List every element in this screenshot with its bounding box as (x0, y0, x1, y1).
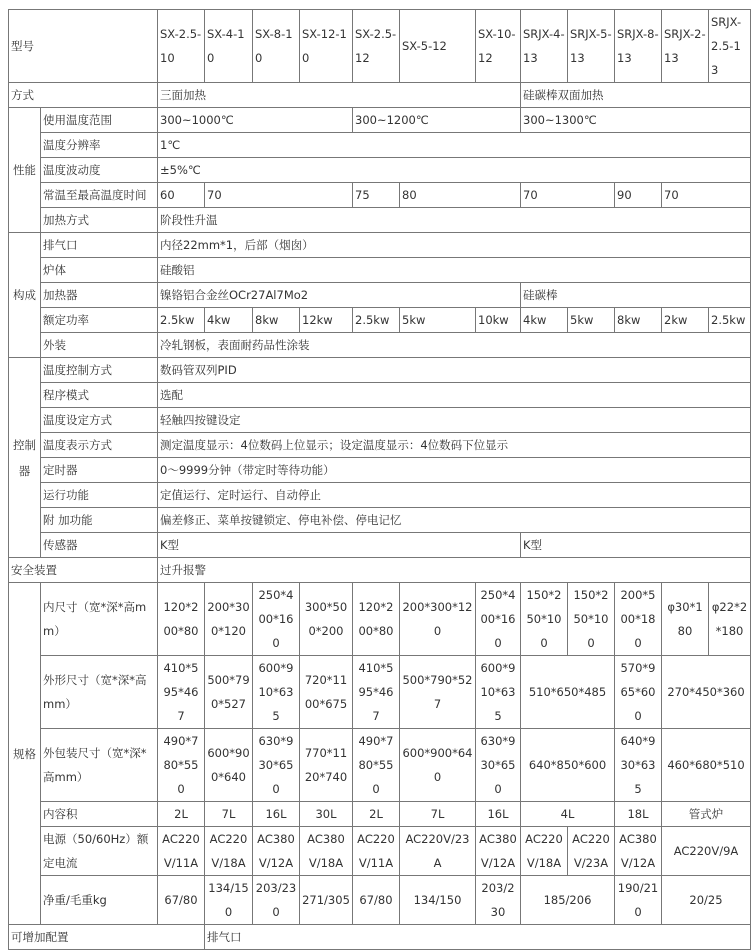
table-row (9, 183, 751, 208)
row-label: 加热器 (41, 283, 158, 308)
row-value: AC380V/12A (615, 827, 662, 876)
row-value: AC220V/11A (158, 827, 205, 876)
row-label: 内尺寸（宽*深*高mm） (41, 583, 158, 656)
row-value: 过升报警 (158, 558, 751, 583)
table-row (9, 283, 751, 308)
row-value: 190/210 (615, 876, 662, 925)
table-row (9, 656, 751, 729)
model-name: SX-5-12 (400, 10, 476, 83)
row-label: 温度分辨率 (41, 133, 158, 158)
row-label: 附 加功能 (41, 508, 158, 533)
model-name: SX-12-10 (300, 10, 353, 83)
row-value: 203/230 (253, 876, 300, 925)
row-label: 净重/毛重kg (41, 876, 158, 925)
row-value: 16L (253, 802, 300, 827)
row-value: 定值运行、定时运行、自动停止 (158, 483, 751, 508)
row-value: φ22*2*180 (709, 583, 751, 656)
row-label: 排气口 (41, 233, 158, 258)
row-value: 选配 (158, 383, 751, 408)
row-value: 630*930*650 (253, 729, 300, 802)
row-value: 内径22mm*1，后部（烟囱） (158, 233, 751, 258)
row-value: 410*595*467 (158, 656, 205, 729)
row-value: AC220V/18A (205, 827, 253, 876)
row-label: 定时器 (41, 458, 158, 483)
row-value: 640*850*600 (521, 729, 615, 802)
table-row (9, 108, 751, 133)
row-value: 管式炉 (662, 802, 751, 827)
row-value: 2L (158, 802, 205, 827)
table-row (9, 508, 751, 533)
row-value: 460*680*510 (662, 729, 751, 802)
row-value: 200*300*120 (400, 583, 476, 656)
row-value: 500*790*527 (400, 656, 476, 729)
row-label: 电源（50/60Hz）额定电流 (41, 827, 158, 876)
row-value: AC380V/12A (476, 827, 521, 876)
header-row (9, 10, 751, 83)
row-value: 570*965*600 (615, 656, 662, 729)
row-value: 75 (353, 183, 400, 208)
row-label: 外形尺寸（宽*深*高mm） (41, 656, 158, 729)
row-value: AC220V/18A (521, 827, 568, 876)
row-value: 5kw (568, 308, 615, 333)
table-row (9, 158, 751, 183)
row-label: 外包装尺寸（宽*深*高mm） (41, 729, 158, 802)
model-name: SRJX-5-13 (568, 10, 615, 83)
row-label: 炉体 (41, 258, 158, 283)
row-value: 600*900*640 (400, 729, 476, 802)
row-value: 600*910*635 (476, 656, 521, 729)
row-value: 300~1200℃ (353, 108, 521, 133)
model-name: SRJX-4-13 (521, 10, 568, 83)
model-name: SX-8-10 (253, 10, 300, 83)
row-value: 5kw (400, 308, 476, 333)
row-value: 阶段性升温 (158, 208, 751, 233)
row-value: 490*780*550 (353, 729, 400, 802)
row-value: 镍铬铝合金丝OCr27Al7Mo2 (158, 283, 521, 308)
row-label: 温度表示方式 (41, 433, 158, 458)
table-row (9, 258, 751, 283)
row-value: ±5%℃ (158, 158, 751, 183)
row-value: 720*1100*675 (300, 656, 353, 729)
row-value: 640*930*635 (615, 729, 662, 802)
row-value: 120*200*80 (353, 583, 400, 656)
table-row (9, 802, 751, 827)
row-value: 300~1300℃ (521, 108, 751, 133)
row-value: 4L (521, 802, 615, 827)
table-row (9, 876, 751, 925)
row-label: 使用温度范围 (41, 108, 158, 133)
model-name: SX-10-12 (476, 10, 521, 83)
row-value: 30L (300, 802, 353, 827)
row-value: 8kw (253, 308, 300, 333)
row-value: 70 (662, 183, 751, 208)
row-value: 203/230 (476, 876, 521, 925)
row-value: 600*910*635 (253, 656, 300, 729)
row-value: K型 (158, 533, 521, 558)
row-label: 传感器 (41, 533, 158, 558)
row-label: 可增加配置 (9, 925, 205, 950)
row-value: 2kw (662, 308, 709, 333)
row-value: 185/206 (521, 876, 615, 925)
row-value: 偏差修正、菜单按键锁定、停电补偿、停电记忆 (158, 508, 751, 533)
row-value: 2.5kw (158, 308, 205, 333)
row-label: 温度控制方式 (41, 358, 158, 383)
table-row (9, 208, 751, 233)
table-row (9, 333, 751, 358)
row-value: 270*450*360 (662, 656, 751, 729)
row-value: 2.5kw (353, 308, 400, 333)
row-value: 770*1120*740 (300, 729, 353, 802)
row-value: 500*790*527 (205, 656, 253, 729)
row-label: 安全装置 (9, 558, 158, 583)
group-label: 构成 (9, 233, 41, 358)
row-value: 250*400*160 (253, 583, 300, 656)
table-row (9, 308, 751, 333)
row-value: 630*930*650 (476, 729, 521, 802)
row-label: 温度波动度 (41, 158, 158, 183)
row-value: 0～9999分钟（带定时等待功能） (158, 458, 751, 483)
model-name: SX-2.5-12 (353, 10, 400, 83)
row-value: 70 (521, 183, 615, 208)
table-row (9, 729, 751, 802)
table-row (9, 408, 751, 433)
model-name: SRJX-8-13 (615, 10, 662, 83)
row-value: 1℃ (158, 133, 751, 158)
row-value: 60 (158, 183, 205, 208)
row-value: 2L (353, 802, 400, 827)
row-value: 4kw (521, 308, 568, 333)
table-row (9, 827, 751, 876)
row-label: 温度设定方式 (41, 408, 158, 433)
row-value: AC380V/18A (300, 827, 353, 876)
row-value: 67/80 (353, 876, 400, 925)
table-row (9, 925, 751, 950)
row-value: 4kw (205, 308, 253, 333)
row-value: 16L (476, 802, 521, 827)
row-value: 200*500*180 (615, 583, 662, 656)
row-value: K型 (521, 533, 751, 558)
model-name: SRJX-2-13 (662, 10, 709, 83)
row-value: 490*780*550 (158, 729, 205, 802)
table-row (9, 383, 751, 408)
row-label: 常温至最高温度时间 (41, 183, 158, 208)
row-label: 运行功能 (41, 483, 158, 508)
row-value: 90 (615, 183, 662, 208)
row-label: 加热方式 (41, 208, 158, 233)
table-row (9, 433, 751, 458)
row-value: φ30*180 (662, 583, 709, 656)
row-value: 排气口 (205, 925, 751, 950)
row-value: 600*900*640 (205, 729, 253, 802)
row-label: 额定功率 (41, 308, 158, 333)
row-value: 150*250*100 (568, 583, 615, 656)
row-value: 134/150 (205, 876, 253, 925)
row-value: AC220V/23A (568, 827, 615, 876)
row-value: 67/80 (158, 876, 205, 925)
row-value: 硅碳棒 (521, 283, 751, 308)
row-value: AC220V/11A (353, 827, 400, 876)
row-value: 134/150 (400, 876, 476, 925)
row-value: 冷轧钢板，表面耐药品性涂装 (158, 333, 751, 358)
row-value: 数码管双列PID (158, 358, 751, 383)
row-value: AC380V/12A (253, 827, 300, 876)
group-label: 性能 (9, 108, 41, 233)
table-row (9, 483, 751, 508)
row-value: 120*200*80 (158, 583, 205, 656)
row-label: 内容积 (41, 802, 158, 827)
row-value: AC220V/23A (400, 827, 476, 876)
table-row (9, 83, 751, 108)
group-label: 控制器 (9, 358, 41, 558)
table-row (9, 583, 751, 656)
row-value: 300~1000℃ (158, 108, 353, 133)
row-value: 80 (400, 183, 521, 208)
model-name: SRJX-2.5-13 (709, 10, 751, 83)
row-value: 271/305 (300, 876, 353, 925)
row-value: 70 (205, 183, 353, 208)
row-label: 程序模式 (41, 383, 158, 408)
group-label: 规格 (9, 583, 41, 925)
row-value: 硅碳棒双面加热 (521, 83, 751, 108)
row-value: 510*650*485 (521, 656, 615, 729)
table-row (9, 233, 751, 258)
table-row (9, 458, 751, 483)
table-row (9, 558, 751, 583)
row-value: 7L (400, 802, 476, 827)
row-value: 300*500*200 (300, 583, 353, 656)
row-value: 轻触四按键设定 (158, 408, 751, 433)
spec-table (8, 9, 751, 950)
model-header-label: 型号 (9, 10, 158, 83)
row-label: 方式 (9, 83, 158, 108)
row-value: 测定温度显示：4位数码上位显示；设定温度显示：4位数码下位显示 (158, 433, 751, 458)
table-row (9, 533, 751, 558)
row-value: 硅酸铝 (158, 258, 751, 283)
row-value: 12kw (300, 308, 353, 333)
model-name: SX-2.5-10 (158, 10, 205, 83)
row-value: 200*300*120 (205, 583, 253, 656)
row-value: AC220V/9A (662, 827, 751, 876)
row-value: 7L (205, 802, 253, 827)
row-value: 10kw (476, 308, 521, 333)
row-value: 8kw (615, 308, 662, 333)
table-row (9, 358, 751, 383)
row-label: 外装 (41, 333, 158, 358)
row-value: 410*595*467 (353, 656, 400, 729)
row-value: 250*400*160 (476, 583, 521, 656)
row-value: 20/25 (662, 876, 751, 925)
model-name: SX-4-10 (205, 10, 253, 83)
table-row (9, 133, 751, 158)
row-value: 2.5kw (709, 308, 751, 333)
row-value: 150*250*100 (521, 583, 568, 656)
row-value: 三面加热 (158, 83, 521, 108)
row-value: 18L (615, 802, 662, 827)
